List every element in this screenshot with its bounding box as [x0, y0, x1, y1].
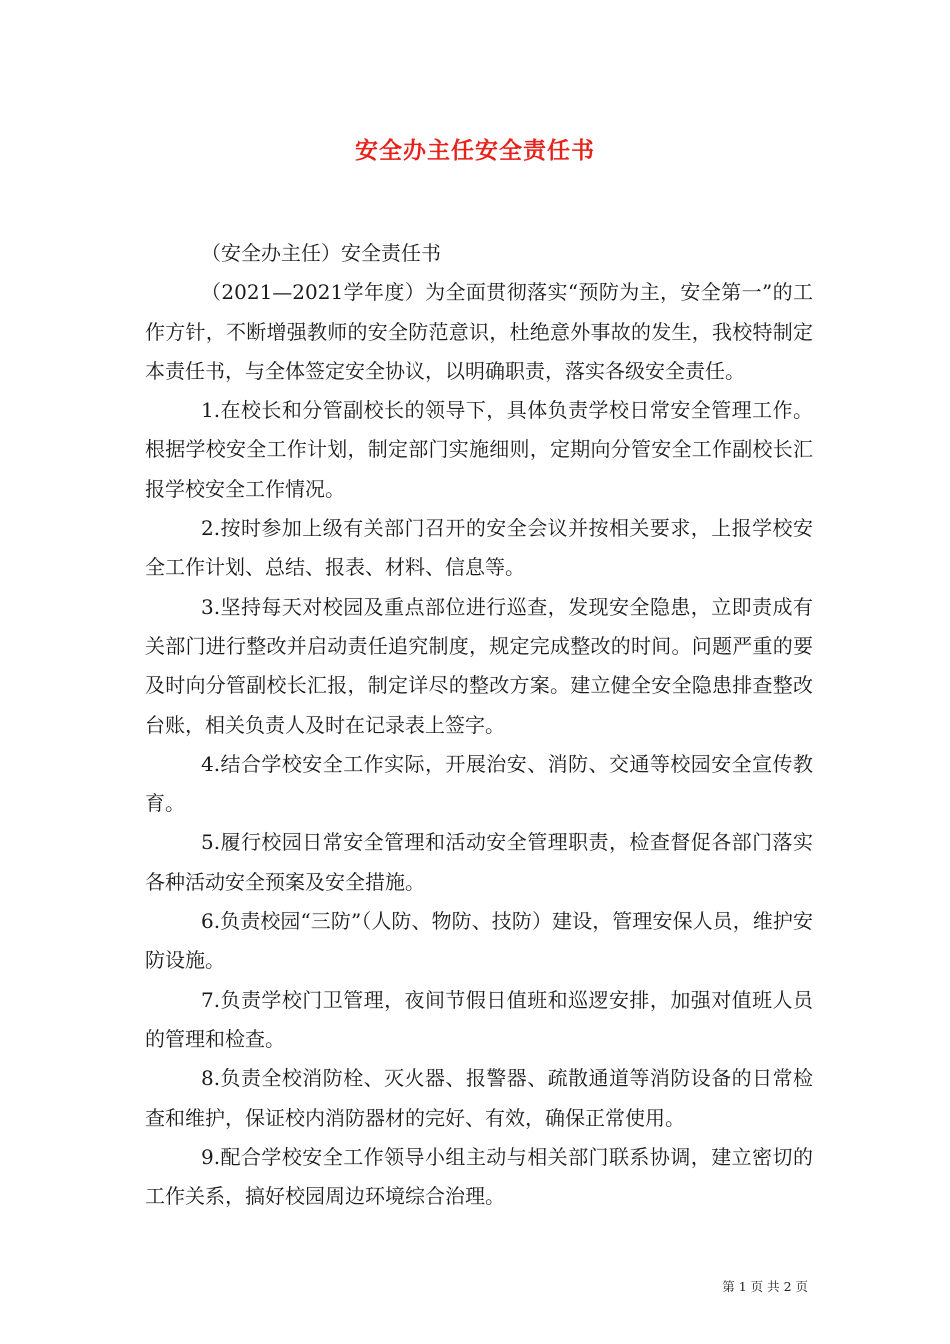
paragraph-item-9: 9.配合学校安全工作领导小组主动与相关部门联系协调，建立密切的工作关系，搞好校园周边环境综合治理。: [145, 1144, 813, 1209]
paragraph-intro: （2021—2021学年度）为全面贯彻落实“预防为主，安全第一”的工作方针，不断增强教师的安全防范意识，杜绝意外事故的发生，我校特制定本责任书，与全体签定安全协议，以明确职责，落实各级安全责任。: [145, 280, 813, 383]
document-body: [145, 234, 813, 1216]
paragraph-item-2: 2.按时参加上级有关部门召开的安全会议并按相关要求，上报学校安全工作计划、总结、报表、材料、信息等。: [145, 516, 813, 580]
paragraph-item-4: 4.结合学校安全工作实际，开展治安、消防、交通等校园安全宣传教育。: [145, 751, 813, 816]
paragraph-item-7: 7.负责学校门卫管理，夜间节假日值班和巡逻安排，加强对值班人员的管理和检查。: [145, 987, 813, 1051]
paragraph-item-8: 8.负责全校消防栓、灭火器、报警器、疏散通道等消防设备的日常检查和维护，保证校内消防器材的完好、有效，确保正常使用。: [145, 1066, 813, 1130]
page-number-footer: 第 1 页 共 2 页: [722, 1279, 808, 1294]
paragraph-heading: （安全办主任）安全责任书: [201, 241, 441, 265]
paragraph-item-1: 1.在校长和分管副校长的领导下，具体负责学校日常安全管理工作。根据学校安全工作计划，制定部门实施细则，定期向分管安全工作副校长汇报学校安全工作情况。: [145, 398, 813, 501]
paragraph-item-6: 6.负责校园“三防”（人防、物防、技防）建设，管理安保人员，维护安防设施。: [145, 909, 813, 973]
paragraph-item-3: 3.坚持每天对校园及重点部位进行巡查，发现安全隐患，立即责成有关部门进行整改并启动责任追究制度，规定完成整改的时间。问题严重的要及时向分管副校长汇报，制定详尽的整改方案。建立健全安全隐患排查整改台账，相关负责人及时在记录表上签字。: [145, 594, 813, 737]
document-title: 安全办主任安全责任书: [355, 137, 595, 164]
paragraph-item-5: 5.履行校园日常安全管理和活动安全管理职责，检查督促各部门落实各种活动安全预案及安全措施。: [145, 830, 813, 894]
